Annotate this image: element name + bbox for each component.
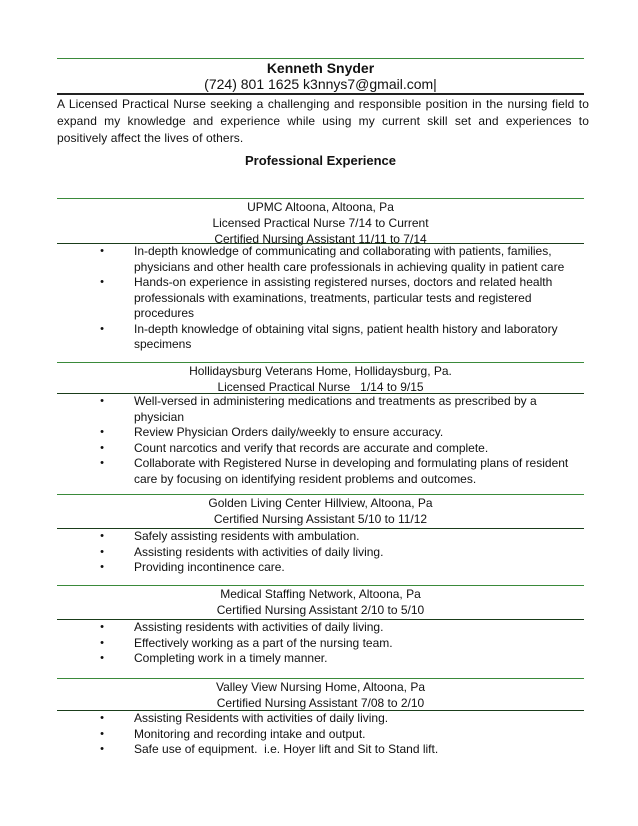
job-header — [57, 495, 584, 527]
list-item — [57, 560, 584, 576]
bullet-icon: • — [100, 426, 104, 438]
list-item — [57, 711, 584, 727]
list-item — [57, 651, 584, 667]
duty-text: Well-versed in administering medications and treatments as prescribed by a physician — [134, 394, 537, 424]
duty-text: Count narcotics and verify that records are accurate and complete. — [134, 440, 489, 455]
job-title: Licensed Practical Nurse 1/14 to 9/15 — [217, 380, 424, 394]
duty-text: Review Physician Orders daily/weekly to ensure accuracy. — [134, 425, 444, 439]
list-item — [57, 425, 584, 441]
duty-text: Completing work in a timely manner. — [134, 651, 328, 665]
duty-text: Monitoring and recording intake and output. — [134, 726, 366, 741]
job-title: Licensed Practical Nurse 7/14 to Current — [212, 216, 429, 230]
bullet-icon: • — [100, 530, 104, 542]
bullet-icon: • — [100, 457, 104, 469]
job-title: Certified Nursing Assistant 11/11 to 7/14 — [214, 232, 427, 246]
bullet-icon: • — [100, 652, 104, 664]
duty-text: Assisting Residents with activities of daily living. — [134, 711, 389, 725]
job-header — [57, 586, 584, 618]
list-item — [57, 742, 584, 758]
job-header — [57, 679, 584, 711]
job-title: Certified Nursing Assistant 2/10 to 5/10 — [216, 603, 425, 617]
objective-summary: A Licensed Practical Nurse seeking a challenging and responsible position in the nursing field to expand my knowledge and experience while using my current skill set and experiences to positively affect the lives of others. — [57, 97, 589, 145]
duty-list — [57, 620, 584, 667]
duty-text: Providing incontinence care. — [134, 560, 285, 574]
bullet-icon: • — [100, 545, 104, 558]
bullet-icon: • — [100, 727, 104, 740]
bullet-icon: • — [100, 322, 104, 335]
duty-text: Collaborate with Registered Nurse in developing and formulating plans of resident care by focusing on identifying resident problems and outcomes. — [134, 456, 569, 486]
candidate-name: Kenneth Snyder — [266, 60, 375, 76]
duty-text: Safe use of equipment. i.e. Hoyer lift and Sit to Stand lift. — [134, 742, 439, 756]
duty-list — [57, 529, 584, 576]
duty-list — [57, 711, 584, 758]
duty-text: Safely assisting residents with ambulation. — [134, 529, 360, 543]
bullet-icon: • — [100, 743, 104, 755]
duty-text: Hands-on experience in assisting registered nurses, doctors and related health professionals with examinations, treatments, particular tests and registered procedures — [134, 275, 553, 320]
duty-text: Assisting residents with activities of daily living. — [134, 620, 384, 634]
list-item — [57, 244, 584, 275]
job-title: Certified Nursing Assistant 7/08 to 2/10 — [216, 696, 425, 710]
bullet-icon: • — [100, 245, 104, 257]
employer-name: Hollidaysburg Veterans Home, Hollidaysburg, Pa. — [189, 364, 452, 378]
duty-list — [57, 394, 584, 487]
duty-text: In-depth knowledge of communicating and collaborating with patients, families, physicians and other health care professionals in achieving quality in patient care — [134, 244, 565, 274]
duty-text: Effectively working as a part of the nursing team. — [134, 635, 393, 650]
list-item — [57, 441, 584, 457]
bullet-icon: • — [100, 636, 104, 649]
duty-text: Assisting residents with activities of daily living. — [134, 544, 384, 559]
list-item — [57, 620, 584, 636]
list-item — [57, 275, 584, 322]
list-item — [57, 529, 584, 545]
bullet-icon: • — [100, 441, 104, 454]
employer-name: UPMC Altoona, Altoona, Pa — [247, 200, 394, 214]
duty-text: In-depth knowledge of obtaining vital signs, patient health history and laboratory specimens — [134, 321, 558, 351]
bullet-icon: • — [100, 395, 104, 407]
job-header — [57, 199, 584, 247]
employer-name: Golden Living Center Hillview, Altoona, Pa — [208, 496, 433, 510]
section-title-experience: Professional Experience — [244, 153, 396, 168]
bullet-icon: • — [100, 276, 104, 288]
list-item — [57, 322, 584, 353]
list-item — [57, 394, 584, 425]
duty-list — [57, 244, 584, 353]
bullet-icon: • — [100, 621, 104, 633]
contact-line: (724) 801 1625 k3nnys7@gmail.com| — [204, 76, 437, 92]
header-top-rule — [57, 58, 584, 59]
list-item — [57, 727, 584, 743]
list-item — [57, 456, 584, 487]
employer-name: Valley View Nursing Home, Altoona, Pa — [216, 680, 425, 694]
job-header — [57, 363, 584, 395]
list-item — [57, 636, 584, 652]
bullet-icon: • — [100, 561, 104, 573]
list-item — [57, 545, 584, 561]
bullet-icon: • — [100, 712, 104, 724]
job-title: Certified Nursing Assistant 5/10 to 11/12 — [213, 512, 428, 526]
employer-name: Medical Staffing Network, Altoona, Pa — [220, 587, 421, 601]
header-bottom-rule — [57, 93, 584, 95]
